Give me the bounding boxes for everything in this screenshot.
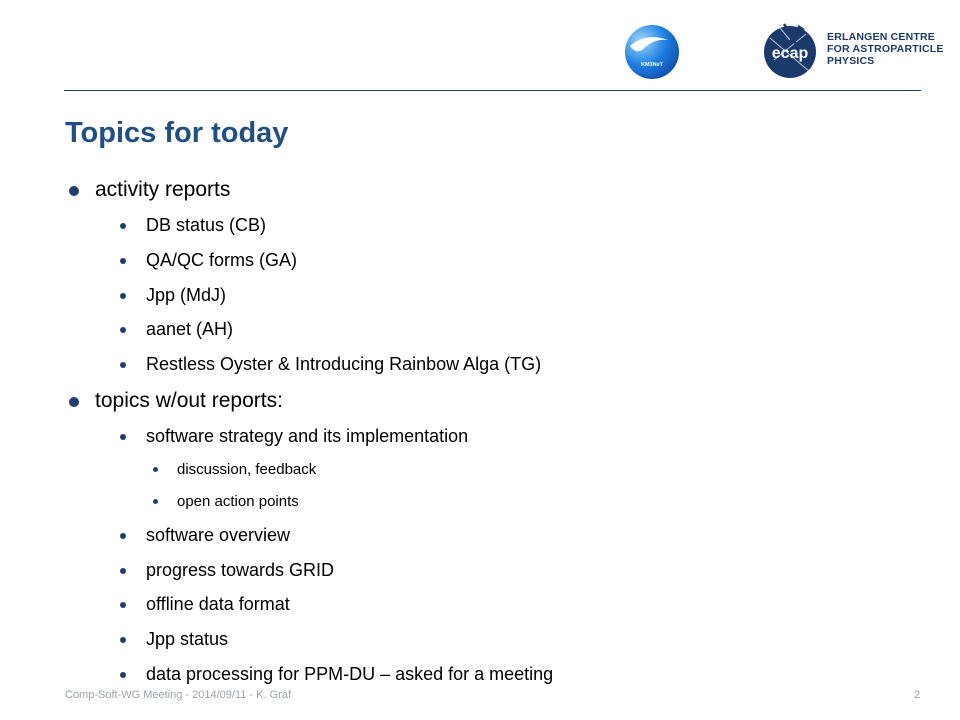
bullet-text: open action points [177,493,299,510]
bullet-text: progress towards GRID [146,560,335,580]
bullet-text: Restless Oyster & Introducing Rainbow Alga (TG) [146,354,542,374]
bullet-text: software strategy and its implementation [146,426,469,446]
km3net-logo [624,24,680,80]
sub-bullet-item [146,594,290,615]
bullet-icon [120,533,126,539]
sub-bullet-item [146,629,228,650]
sub-bullet-item [146,426,468,447]
bullet-icon [120,362,126,368]
bullet-text: discussion, feedback [177,461,317,478]
bullet-text: aanet (AH) [146,319,234,339]
bullet-text: QA/QC forms (GA) [146,250,298,270]
bullet-item [95,178,230,202]
sub-bullet-item [146,215,266,236]
ecap-name-line: PHYSICS [827,55,875,67]
bullet-icon [120,434,126,440]
sub-bullet-item [146,285,226,306]
bullet-text: Jpp status [146,629,229,649]
ecap-name [827,31,944,67]
sub-bullet-item [146,250,297,271]
page-number: 2 [914,689,921,701]
ecap-logo [760,20,820,80]
bullet-text: software overview [146,525,291,545]
ecap-logo-text: ecap [771,45,809,62]
bullet-icon [120,672,126,678]
header-divider [64,90,921,91]
bullet-icon [120,293,126,299]
bullet-icon [153,467,158,472]
bullet-icon [120,602,126,608]
bullet-text: Jpp (MdJ) [146,285,227,305]
bullet-text: data processing for PPM-DU – asked for a meeting [146,664,554,684]
sub-bullet-item [146,664,553,685]
footer-text: Comp-Soft-WG Meeting - 2014/09/11 - K. Graf [65,689,291,701]
sub-sub-bullet-item [177,461,316,478]
sub-bullet-item [146,525,290,546]
sub-sub-bullet-item [177,493,299,510]
sub-bullet-item [146,319,233,340]
sub-bullet-item [146,560,334,581]
bullet-icon [69,397,79,407]
bullet-item [95,389,283,413]
bullet-text: topics w/out reports: [95,389,283,412]
bullet-text: activity reports [95,178,231,201]
sub-bullet-item [146,354,541,375]
bullet-text: DB status (CB) [146,215,267,235]
km3net-logo-text: KM3NeT [640,62,664,68]
slide-title: Topics for today [65,117,289,149]
bullet-icon [120,223,126,229]
bullet-icon [120,568,126,574]
bullet-icon [120,637,126,643]
ecap-name-line: FOR ASTROPARTICLE [827,43,944,55]
bullet-icon [153,499,158,504]
bullet-icon [120,258,126,264]
bullet-text: offline data format [146,594,290,614]
bullet-icon [69,186,79,196]
ecap-name-line: ERLANGEN CENTRE [827,31,936,43]
bullet-icon [120,327,126,333]
